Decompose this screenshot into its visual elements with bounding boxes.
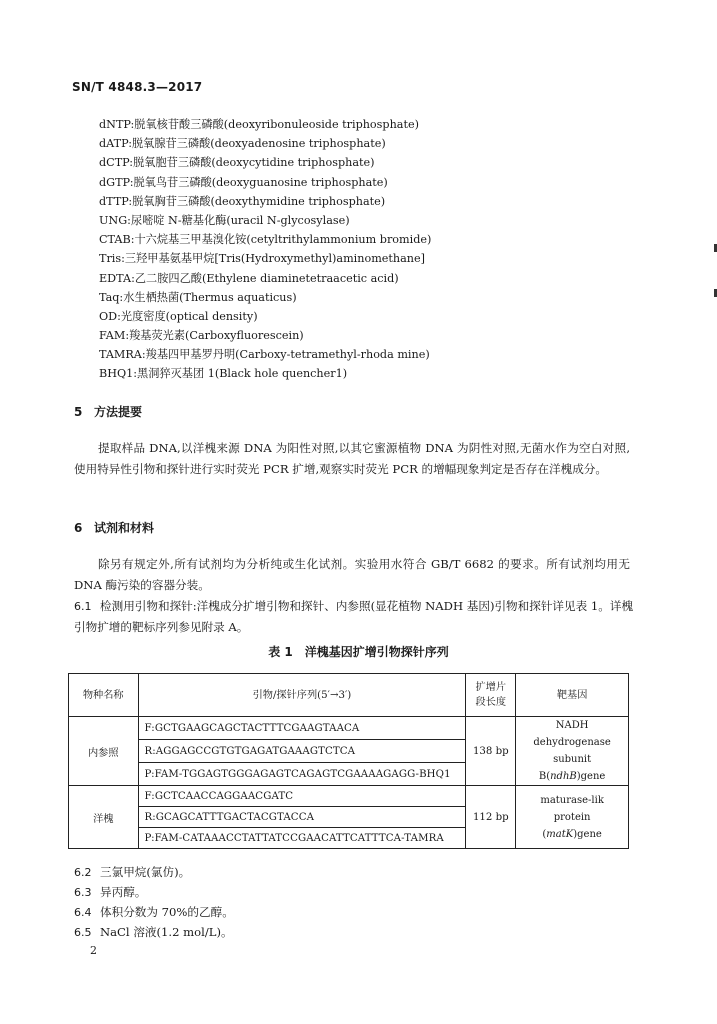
section-5-number: 5 [74, 405, 83, 419]
primer-forward: F:GCTCAACCAGGAACGATC [138, 786, 466, 807]
abbr-od: OD:光度密度(optical density) [99, 309, 258, 323]
section-5-title: 方法提要 [94, 405, 143, 419]
abbr-dntp: dNTP:脱氧核苷酸三磷酸(deoxyribonuleoside triphosphate) [99, 118, 419, 131]
item-6-3-number: 6.3 [74, 886, 92, 899]
section-6-heading [74, 519, 154, 536]
item-6-1 [74, 596, 634, 638]
item-6-5-number: 6.5 [74, 926, 92, 939]
header-primer: 引物/探针序列(5′→3′) [138, 674, 466, 717]
probe-sequence: P:FAM-CATAAACCTATTATCCGAACATTCATTTCA-TAMRA [138, 828, 466, 849]
item-6-1-text: 检测用引物和探针:洋槐成分扩增引物和探针、内参照(显花植物 NADH 基因)引物和探针详见表 1。详槐引物扩增的靶标序列参见附录 A。 [74, 599, 634, 634]
header-fragment-line1: 扩增片 [475, 682, 507, 693]
target-gene-suffix: )gene [573, 828, 602, 840]
abbr-edta: EDTA:乙二胺四乙酸(Ethylene diaminetetraacetic acid) [99, 271, 399, 285]
section-5-paragraph: 提取样品 DNA,以洋槐来源 DNA 为阳性对照,以其它蜜源植物 DNA 为阴性对照,无菌水作为空白对照,使用特异性引物和探针进行实时荧光 PCR 扩增,观察实时荧光 PCR 的增幅现象判定是否存在洋槐成分。 [74, 441, 630, 476]
fragment-length: 138 bp [466, 717, 516, 786]
target-gene [516, 786, 629, 849]
section-6-title: 试剂和材料 [94, 521, 155, 535]
abbreviation-list [99, 115, 431, 384]
item-6-2-number: 6.2 [74, 866, 92, 879]
item-6-3-text: 异丙醇。 [100, 885, 147, 899]
target-gene-symbol: ndhB [550, 771, 577, 782]
item-6-4 [74, 902, 634, 923]
target-gene-prefix: ( [542, 828, 547, 840]
standard-code: SN/T 4848.3—2017 [72, 80, 203, 94]
item-6-5-text: NaCl 溶液(1.2 mol/L)。 [100, 925, 233, 939]
abbr-dctp: dCTP:脱氧胞苷三磷酸(deoxycytidine triphosphate) [99, 156, 375, 170]
item-6-4-number: 6.4 [74, 906, 92, 919]
abbr-ctab: CTAB:十六烷基三甲基溴化铵(cetyltrithylammonium bromide) [99, 233, 432, 247]
page-number: 2 [90, 944, 97, 957]
species-cell: 内参照 [69, 717, 139, 786]
abbr-tamra: TAMRA:羧基四甲基罗丹明(Carboxy-tetramethyl-rhoda mine) [99, 348, 430, 362]
section-6-number: 6 [74, 521, 83, 535]
header-fragment [466, 674, 516, 717]
abbr-tris: Tris:三羟甲基氨基甲烷[Tris(Hydroxymethyl)aminomethane] [99, 252, 425, 266]
primer-table [68, 673, 629, 849]
abbr-taq: Taq:水生栖热菌(Thermus aquaticus) [99, 290, 297, 304]
target-gene-line1: maturase-lik protein [540, 794, 604, 823]
item-6-1-number: 6.1 [74, 600, 92, 613]
primer-reverse: R:AGGAGCCGTGTGAGATGAAAGTCTCA [138, 740, 466, 763]
item-6-4-text: 体积分数为 70%的乙醇。 [100, 905, 234, 919]
target-gene-symbol: matK [546, 828, 574, 840]
target-gene-prefix: subunit B( [538, 754, 592, 782]
primer-reverse: R:GCAGCATTTGACTACGTACCA [138, 807, 466, 828]
header-species: 物种名称 [69, 674, 139, 717]
header-target: 靶基因 [516, 674, 629, 717]
fragment-length: 112 bp [466, 786, 516, 849]
abbr-fam: FAM:羧基荧光素(Carboxyfluorescein) [99, 329, 304, 343]
section-5-heading [74, 403, 142, 420]
section-6-paragraph: 除另有规定外,所有试剂均为分析纯或生化试剂。实验用水符合 GB/T 6682 的要求。所有试剂均用无 DNA 酶污染的容器分装。 [74, 557, 630, 592]
item-6-3 [74, 882, 634, 903]
table-header-row [69, 674, 629, 717]
item-6-2 [74, 862, 634, 883]
table-row [69, 717, 629, 740]
table-row [69, 786, 629, 807]
abbr-datp: dATP:脱氧腺苷三磷酸(deoxyadenosine triphosphate) [99, 137, 386, 151]
target-gene [516, 717, 629, 786]
probe-sequence: P:FAM-TGGAGTGGGAGAGTCAGAGTCGAAAAGAGG-BHQ1 [138, 763, 466, 786]
header-fragment-line2: 段长度 [475, 697, 507, 708]
primer-forward: F:GCTGAAGCAGCTACTTTCGAAGTAACA [138, 717, 466, 740]
abbr-dttp: dTTP:脱氧胸苷三磷酸(deoxythymidine triphosphate) [99, 194, 386, 208]
species-cell: 洋槐 [69, 786, 139, 849]
table-1-title: 表 1 洋槐基因扩增引物探针序列 [268, 645, 449, 659]
abbr-dgtp: dGTP:脱氧鸟苷三磷酸(deoxyguanosine triphosphate) [99, 175, 388, 189]
item-6-2-text: 三氯甲烷(氯仿)。 [100, 865, 191, 879]
abbr-bhq1: BHQ1:黑洞猝灭基团 1(Black hole quencher1) [99, 367, 348, 381]
abbr-ung: UNG:尿嘧啶 N-糖基化酶(uracil N-glycosylase) [99, 213, 350, 227]
target-gene-suffix: )gene [576, 771, 606, 782]
target-gene-line1: NADH dehydrogenase [533, 720, 611, 748]
item-6-5 [74, 922, 634, 943]
